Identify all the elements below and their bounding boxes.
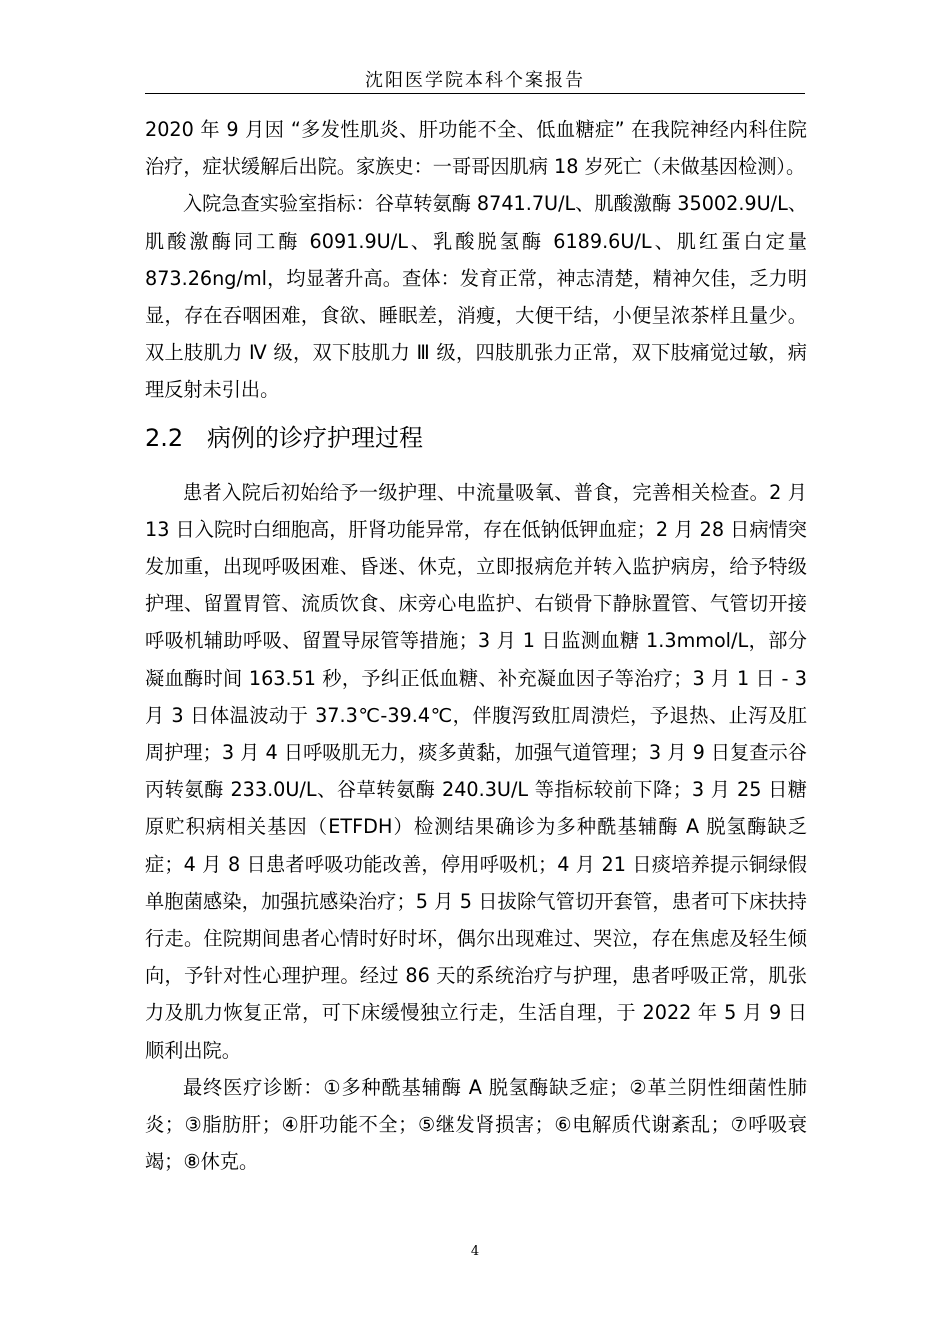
paragraph-admission-labs: 入院急查实验室指标：谷草转氨酶 8741.7U/L、肌酸激酶 35002.9U/L、肌酸激酶同工酶 6091.9U/L、乳酸脱氢酶 6189.6U/L、肌红蛋白定量 873.26ng/ml，均显著升高。查体：发育正常，神志清楚，精神欠佳，乏力明显，存在吞咽困难，食欲、睡眠差，消瘦，大便干结，小便呈浓茶样且量少。双上肢肌力 Ⅳ 级，双下肢肌力 Ⅲ 级，四肢肌张力正常，双下肢痛觉过敏，病理反射未引出。 [145, 192, 808, 402]
section-number: 2.2 [145, 423, 184, 452]
paragraph-final-diagnosis: 最终医疗诊断：①多种酰基辅酶 A 脱氢酶缺乏症；②革兰阴性细菌性肺炎；③脂肪肝；④肝功能不全；⑤继发肾损害；⑥电解质代谢紊乱；⑦呼吸衰竭；⑧休克。 [145, 1075, 807, 1174]
page-body [145, 111, 807, 1180]
section-title: 病例的诊疗护理过程 [207, 423, 423, 452]
paragraph-history: 2020 年 9 月因 “多发性肌炎、肝功能不全、低血糖症” 在我院神经内科住院治疗，症状缓解后出院。家族史：一哥哥因肌病 18 岁死亡（未做基因检测）。 [145, 118, 807, 179]
page-number: 4 [470, 1244, 480, 1259]
paragraph-treatment-course: 患者入院后初始给予一级护理、中流量吸氧、普食，完善相关检查。2 月 13 日入院时白细胞高，肝肾功能异常，存在低钠低钾血症；2 月 28 日病情突发加重，出现呼吸困难、昏迷、休克，立即报病危并转入监护病房，给予特级护理、留置胃管、流质饮食、床旁心电监护、右锁骨下静脉置管、气管切开接呼吸机辅助呼吸、留置导尿管等措施；3 月 1 日监测血糖 1.3mmol/L，部分凝血酶时间 163.51 秒，予纠正低血糖、补充凝血因子等治疗；3 月 1 日 - 3 月 3 日体温波动于 37.3℃-39.4℃，伴腹泻致肛周溃烂，予退热、止泻及肛周护理；3 月 4 日呼吸肌无力，痰多黄黏，加强气道管理；3 月 9 日复查示谷丙转氨酶 233.0U/L、谷草转氨酶 240.3U/L 等指标较前下降；3 月 25 日糖原贮积病相关基因（ETFDH）检测结果确诊为多种酰基辅酶 A 脱氢酶缺乏症；4 月 8 日患者呼吸功能改善，停用呼吸机；4 月 21 日痰培养提示铜绿假单胞菌感染，加强抗感染治疗；5 月 5 日拔除气管切开套管，患者可下床扶持行走。住院期间患者心情时好时坏，偶尔出现难过、哭泣，存在焦虑及轻生倾向，予针对性心理护理。经过 86 天的系统治疗与护理，患者呼吸正常，肌张力及肌力恢复正常，可下床缓慢独立行走，生活自理，于 2022 年 5 月 9 日顺利出院。 [145, 480, 807, 1062]
running-header: 沈阳医学院本科个案报告 [365, 70, 585, 91]
header-rule [145, 93, 805, 94]
section-heading [145, 416, 807, 460]
